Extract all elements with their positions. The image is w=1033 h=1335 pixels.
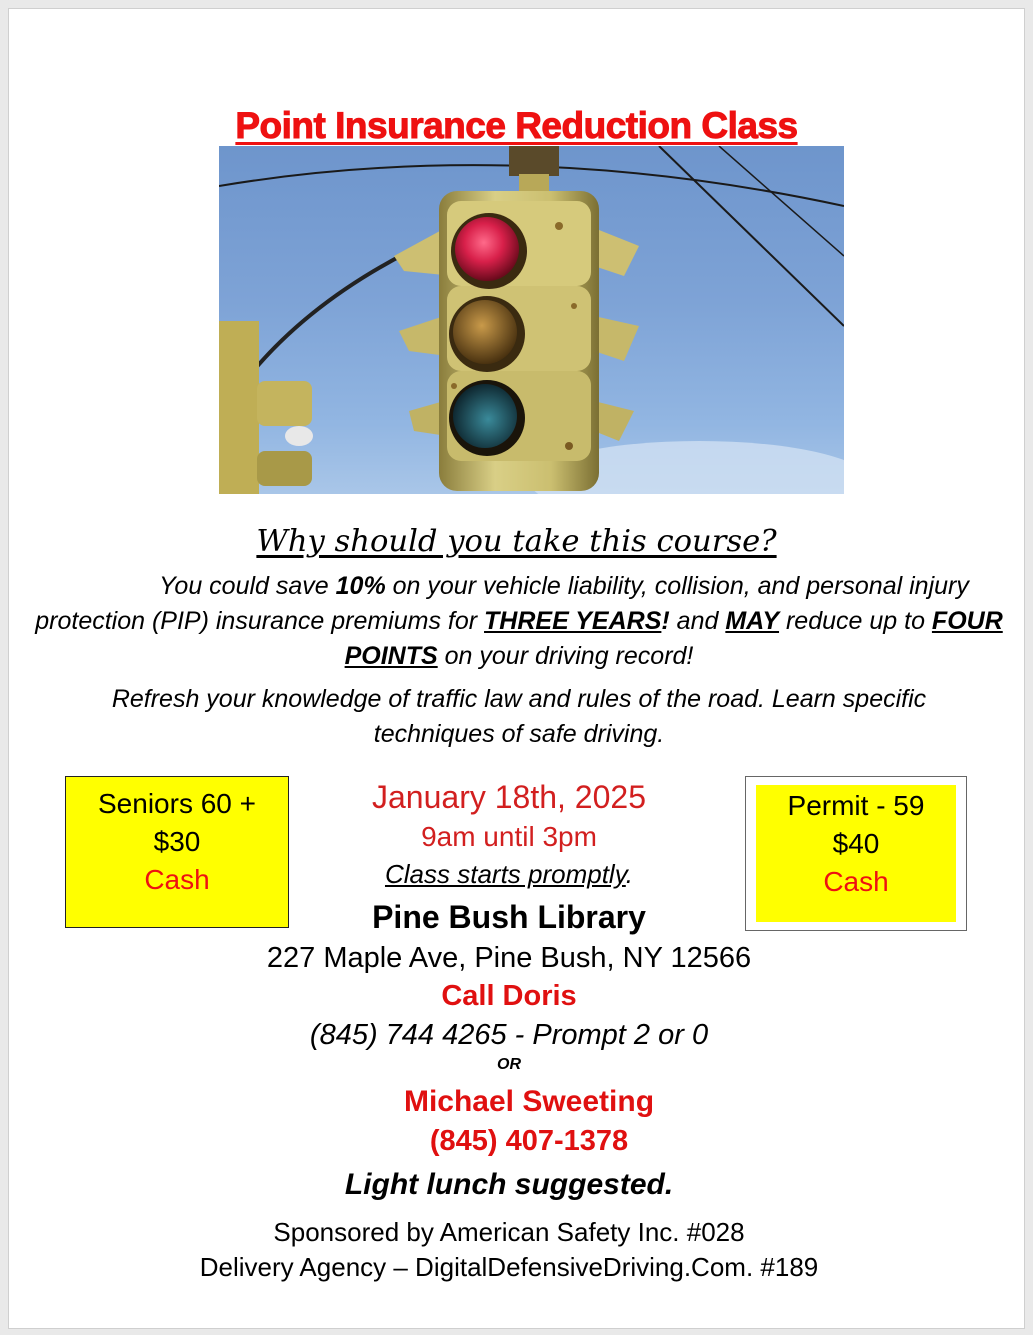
savings-paragraph xyxy=(29,569,1009,674)
michael-phone: (845) 407-1378 xyxy=(429,1125,629,1157)
call-doris-label: Call Doris xyxy=(441,980,577,1012)
location-name: Pine Bush Library xyxy=(372,899,646,935)
seniors-price: $30 xyxy=(153,826,201,857)
three-years-emphasis: THREE YEARS xyxy=(484,607,662,635)
text-segment: . xyxy=(625,859,634,889)
or-separator: OR xyxy=(497,1056,521,1073)
text-segment: on your driving record! xyxy=(437,642,694,670)
flyer-title: Point Insurance Reduction Class xyxy=(235,105,798,146)
michael-name: Michael Sweeting xyxy=(403,1085,655,1118)
seniors-label: Seniors 60 + xyxy=(98,788,256,819)
sponsor-line: Sponsored by American Safety Inc. #028 xyxy=(273,1217,745,1247)
text-segment: on your vehicle liability, collision, and personal injury protection (PIP) insurance premiums for xyxy=(35,572,969,635)
doris-phone: (845) 744 4265 - Prompt 2 or 0 xyxy=(309,1019,709,1051)
permit-price: $40 xyxy=(832,828,880,859)
text-segment: You could save xyxy=(159,572,336,600)
prompt-text: Class starts promptly xyxy=(384,859,626,889)
course-description xyxy=(29,569,1009,752)
seniors-payment: Cash xyxy=(144,864,210,895)
permit-label: Permit - 59 xyxy=(787,790,925,821)
why-heading: Why should you take this course? xyxy=(256,524,777,559)
text-segment: reduce up to xyxy=(779,607,932,635)
traffic-light-illustration xyxy=(219,146,844,494)
refresh-paragraph: Refresh your knowledge of traffic law and rules of the road. Learn specific techniques of safe driving. xyxy=(111,685,927,748)
permit-price-box xyxy=(756,785,956,922)
flyer-page xyxy=(8,8,1025,1329)
permit-price-frame xyxy=(745,776,967,931)
may-emphasis: MAY xyxy=(725,607,780,635)
discount-percent: 10% xyxy=(335,572,386,600)
event-date: January 18th, 2025 xyxy=(372,779,646,815)
sponsor-info xyxy=(89,1215,929,1285)
seniors-price-box xyxy=(65,776,289,928)
four-points-emphasis: FOUR POINTS xyxy=(344,607,1003,670)
traffic-light-photo xyxy=(219,146,844,494)
event-time: 9am until 3pm xyxy=(421,821,597,852)
text-segment: ! xyxy=(661,607,670,635)
class-starts-note xyxy=(259,859,759,890)
location-address: 227 Maple Ave, Pine Bush, NY 12566 xyxy=(266,942,752,974)
text-segment: and xyxy=(669,607,726,635)
delivery-agency-line: Delivery Agency – DigitalDefensiveDriving.Com. #189 xyxy=(199,1252,819,1282)
lunch-note: Light lunch suggested. xyxy=(344,1168,674,1201)
permit-payment: Cash xyxy=(823,866,889,897)
